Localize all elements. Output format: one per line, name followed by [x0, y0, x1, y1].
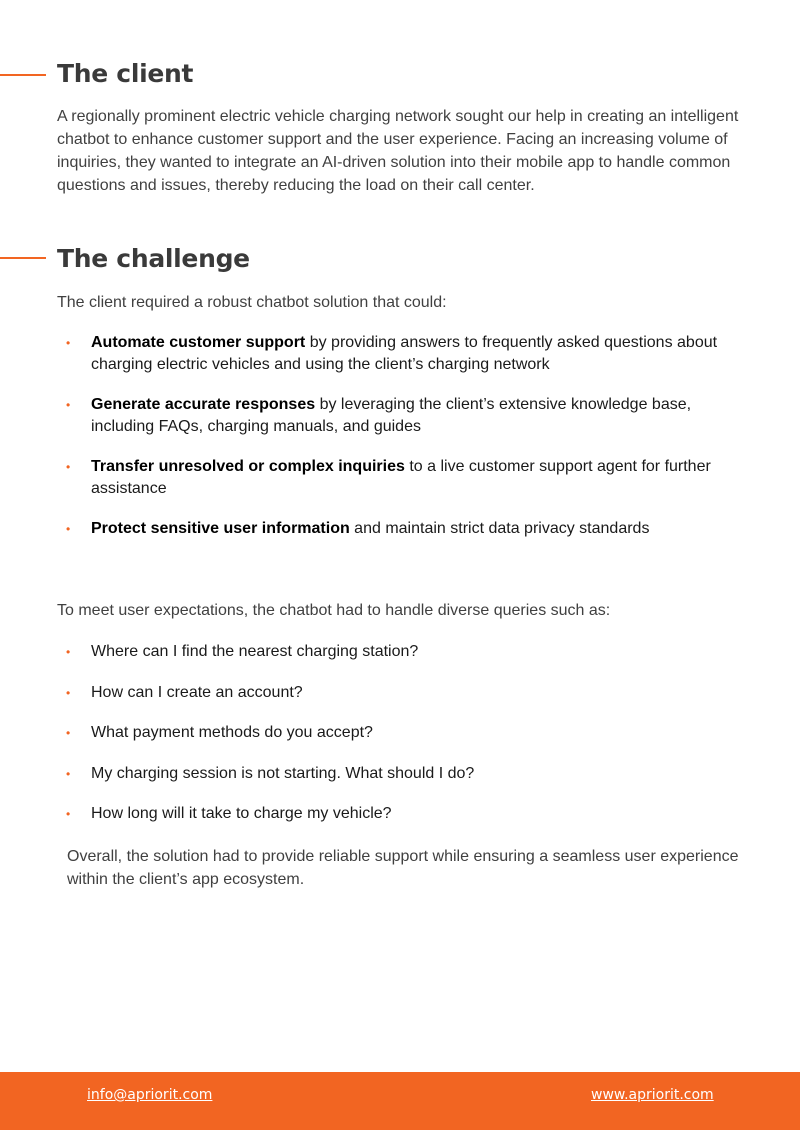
queries-intro: To meet user expectations, the chatbot had to handle diverse queries such as:	[57, 602, 611, 619]
bullet-icon: •	[66, 726, 71, 741]
item-bold: Automate customer support	[91, 334, 306, 351]
bullet-icon: •	[66, 685, 71, 700]
list-item	[57, 641, 757, 663]
item-bold: Protect sensitive user information	[91, 520, 350, 537]
list-item	[57, 518, 757, 540]
item-text: by providing answers to frequently asked questions about charging electric vehicles and using the client’s charging network	[91, 334, 718, 373]
item-bold: Transfer unresolved or complex inquiries	[91, 458, 405, 475]
challenge-section-rule	[0, 257, 46, 259]
bullet-icon: •	[66, 336, 71, 350]
list-item	[57, 682, 757, 704]
list-item	[57, 803, 757, 825]
query-text: My charging session is not starting. What should I do?	[91, 764, 475, 782]
query-text: Where can I find the nearest charging station?	[91, 643, 419, 660]
bullet-icon: •	[66, 522, 71, 536]
bullet-icon: •	[66, 460, 71, 474]
list-item	[57, 763, 757, 785]
list-item	[57, 722, 757, 744]
page-footer	[0, 1072, 800, 1130]
challenge-conclusion: Overall, the solution had to provide reliable support while ensuring a seamless user experience within the client’s app ecosystem.	[67, 848, 739, 888]
bullet-icon: •	[66, 766, 71, 781]
item-text: to a live customer support agent for further assistance	[91, 458, 711, 497]
query-text: How long will it take to charge my vehicle?	[91, 805, 392, 823]
bullet-icon: •	[66, 807, 71, 822]
client-section-rule	[0, 74, 46, 76]
list-item	[57, 456, 757, 500]
challenge-intro: The client required a robust chatbot solution that could:	[57, 294, 447, 311]
query-text: How can I create an account?	[91, 683, 303, 701]
bullet-icon: •	[66, 398, 71, 412]
client-section-title: The client	[57, 59, 194, 88]
challenge-section-title: The challenge	[57, 244, 250, 273]
bullet-icon: •	[66, 645, 71, 659]
list-item	[57, 394, 757, 438]
list-item	[57, 332, 757, 376]
query-text: What payment methods do you accept?	[91, 724, 373, 742]
item-bold: Generate accurate responses	[91, 396, 316, 413]
client-description: A regionally prominent electric vehicle charging network sought our help in creating an intelligent chatbot to enhance customer support and the user experience. Facing an increasing volume of inquiries, they wanted to integrate an AI-driven solution into their mobile app to handle common questions and issues, thereby reducing the load on their call center.	[57, 108, 739, 194]
footer-email-link[interactable]: info@apriorit.com	[87, 1087, 213, 1103]
footer-website-link[interactable]: www.apriorit.com	[591, 1087, 714, 1103]
item-text: by leveraging the client’s extensive knowledge base, including FAQs, charging manuals, and guides	[91, 396, 692, 435]
requirements-list	[57, 332, 757, 558]
item-text: and maintain strict data privacy standards	[349, 520, 650, 537]
queries-list	[57, 641, 757, 844]
